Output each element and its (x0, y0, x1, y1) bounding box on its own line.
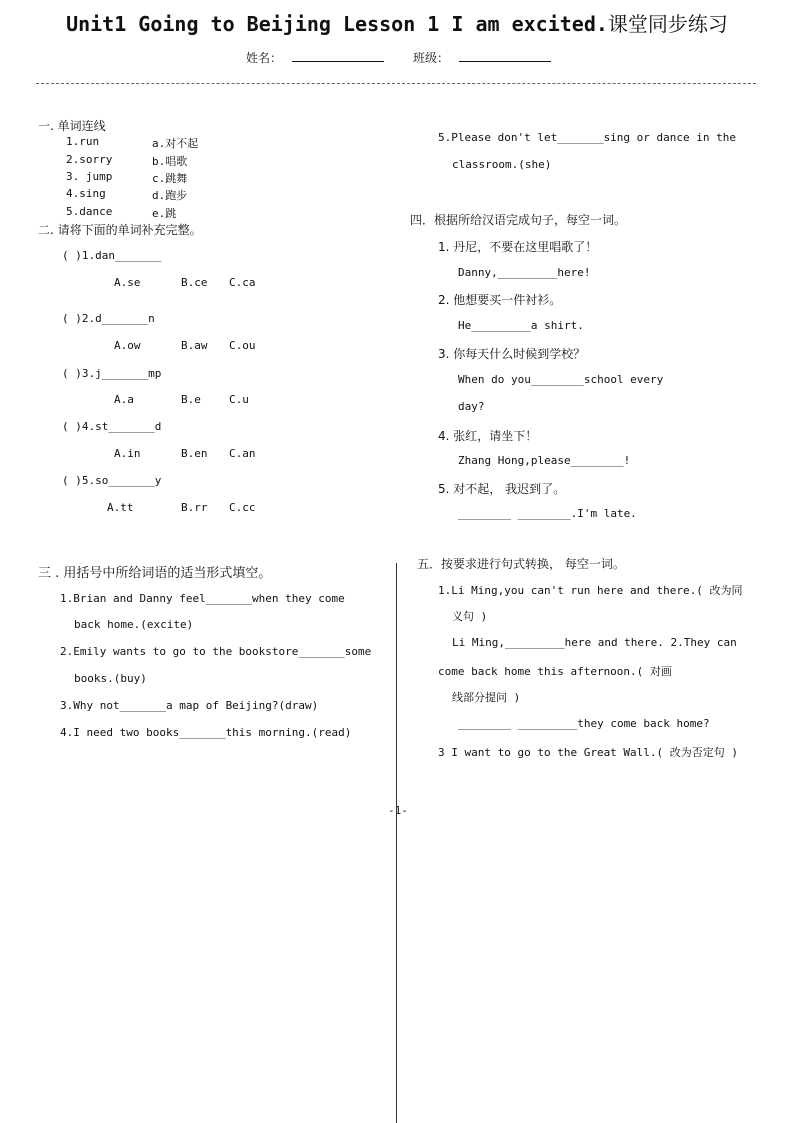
fill-question-4: ( )4.st_______d (62, 420, 162, 433)
option-a: A.se (114, 276, 141, 289)
s3-line-1: 1.Brian and Danny feel_______when they come (60, 592, 345, 605)
match-right-d: d.跑步 (152, 189, 188, 202)
s3-line-4: books.(buy) (74, 672, 147, 685)
s4-line-9: Zhang Hong,please________! (458, 454, 631, 467)
s4-line-2: Danny,_________here! (458, 266, 591, 279)
fill-question-2: ( )2.d_______n (62, 312, 155, 325)
option-b: B.e (181, 393, 201, 406)
section5-heading: 五．按要求进行句式转换， 每空一词。 (417, 557, 625, 571)
option-c: C.u (229, 393, 249, 406)
match-right-b: b.唱歌 (152, 155, 188, 168)
match-left-2: 2.sorry (66, 153, 113, 166)
option-c: C.cc (229, 501, 256, 514)
option-b: B.en (181, 447, 208, 460)
s3-line-6: 4.I need two books_______this morning.(read) (60, 726, 352, 739)
option-b: B.rr (181, 501, 208, 514)
class-field (413, 49, 551, 66)
s3-line-7: 5.Please don't let_______sing or dance in the (438, 131, 737, 144)
section3-heading: 三 . 用括号中所给词语的适当形式填空。 (38, 566, 272, 581)
column-divider (396, 563, 397, 1123)
s5-line-2: 义句 ) (452, 610, 488, 623)
match-left-1: 1.run (66, 135, 100, 148)
s5-line-3: Li Ming,_________here and there. 2.They can (452, 636, 737, 649)
s5-line-5: 线部分提问 ) (452, 691, 521, 704)
s5-line-4: come back home this afternoon.( 对画 (438, 665, 672, 678)
match-left-5: 5.dance (66, 205, 113, 218)
class-label: 班级： (413, 51, 450, 65)
s4-line-11: ________ ________.I'm late. (458, 507, 637, 520)
option-c: C.ca (229, 276, 256, 289)
option-a: A.tt (107, 501, 134, 514)
s3-line-3: 2.Emily wants to go to the bookstore_______some (60, 645, 372, 658)
s4-line-4: He_________a shirt. (458, 319, 584, 332)
dashed-divider (36, 83, 756, 84)
fill-question-3: ( )3.j_______mp (62, 367, 162, 380)
option-a: A.a (114, 393, 134, 406)
fill-question-1: ( )1.dan_______ (62, 249, 162, 262)
name-field (246, 49, 384, 66)
option-b: B.aw (181, 339, 208, 352)
name-blank[interactable] (292, 49, 384, 62)
option-b: B.ce (181, 276, 208, 289)
s5-line-7: 3 I want to go to the Great Wall.( 改为否定句 ) (438, 746, 739, 759)
name-label: 姓名： (246, 51, 283, 65)
match-left-3: 3. jump (66, 170, 113, 183)
section4-heading: 四．根据所给汉语完成句子，每空一词。 (410, 213, 627, 227)
section2-heading: 二. 请将下面的单词补充完整。 (38, 223, 202, 237)
match-right-e: e.跳 (152, 207, 177, 220)
option-c: C.ou (229, 339, 256, 352)
s4-line-7: day? (458, 400, 485, 413)
option-a: A.in (114, 447, 141, 460)
s3-line-2: back home.(excite) (74, 618, 194, 631)
section1-heading: 一. 单词连线 (38, 119, 106, 133)
s3-line-5: 3.Why not_______a map of Beijing?(draw) (60, 699, 319, 712)
s4-line-1: 1. 丹尼，不要在这里唱歌了！ (438, 240, 598, 254)
s3-line-8: classroom.(she) (452, 158, 552, 171)
match-right-c: c.跳舞 (152, 172, 188, 185)
class-blank[interactable] (459, 49, 551, 62)
s5-line-1: 1.Li Ming,you can't run here and there.( 改为同 (438, 584, 743, 597)
title-english: Unit1 Going to Beijing Lesson 1 I am excited. (66, 12, 608, 36)
s4-line-6: When do you________school every (458, 373, 664, 386)
s4-line-3: 2. 他想要买一件衬衫。 (438, 293, 562, 307)
s4-line-8: 4. 张红，请坐下！ (438, 429, 538, 443)
match-right-a: a.对不起 (152, 137, 199, 150)
option-c: C.an (229, 447, 256, 460)
worksheet-title (0, 8, 794, 37)
fill-question-5: ( )5.so_______y (62, 474, 162, 487)
s5-line-6: ________ _________they come back home? (458, 717, 710, 730)
s4-line-5: 3. 你每天什么时候到学校？ (438, 347, 586, 361)
title-chinese: 课堂同步练习 (607, 12, 728, 36)
option-a: A.ow (114, 339, 141, 352)
page-number: -1- (388, 804, 408, 817)
s4-line-10: 5. 对不起， 我迟到了。 (438, 482, 566, 496)
match-left-4: 4.sing (66, 187, 106, 200)
